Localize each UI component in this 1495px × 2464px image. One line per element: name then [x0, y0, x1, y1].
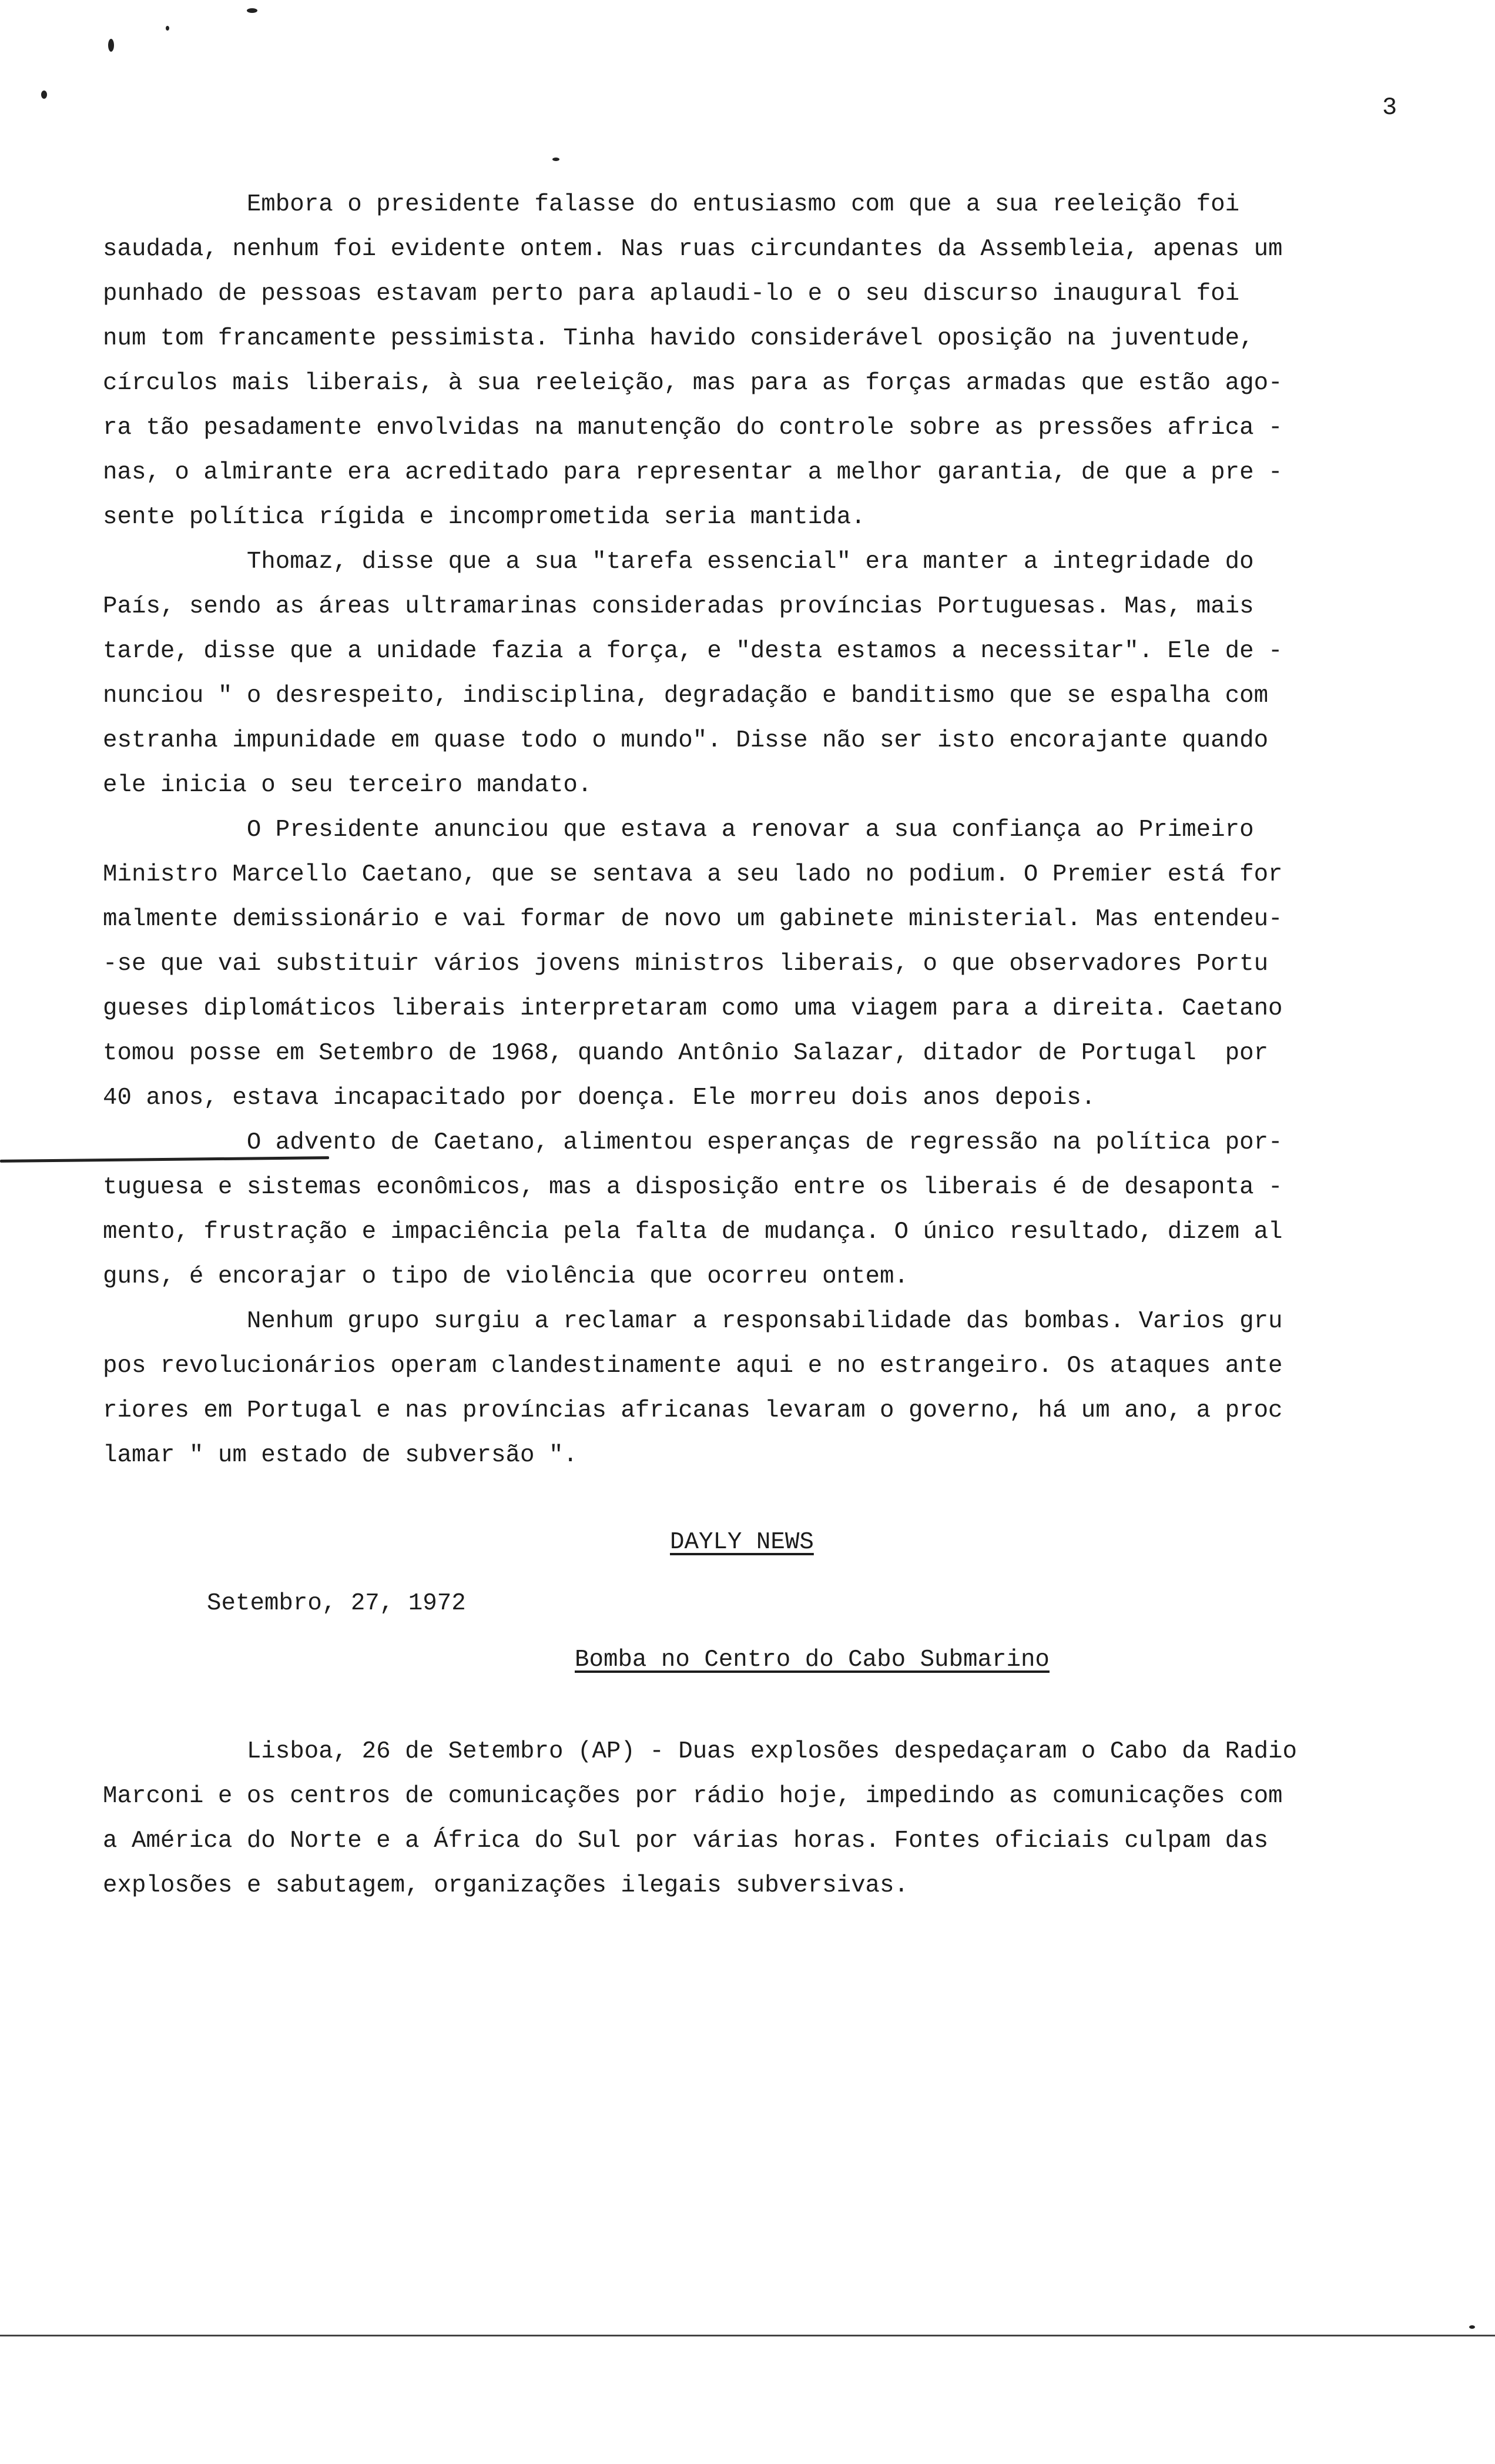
paragraph-line: sente política rígida e incomprometida seria mantida. [103, 504, 866, 531]
paragraph-line: punhado de pessoas estavam perto para aplaudi-lo e o seu discurso inaugural foi [103, 280, 1240, 307]
paragraph-line: Thomaz, disse que a sua "tarefa essencial" era manter a integridade do [103, 548, 1254, 575]
paragraph-line: Embora o presidente falasse do entusiasmo com que a sua reeleição foi [103, 191, 1240, 218]
paragraph-line: riores em Portugal e nas províncias africanas levaram o governo, há um ano, a proc [103, 1397, 1283, 1424]
paragraph-line: pos revolucionários operam clandestinamente aqui e no estrangeiro. Os ataques ante [103, 1352, 1283, 1380]
paragraph-line: malmente demissionário e vai formar de novo um gabinete ministerial. Mas entendeu- [103, 906, 1283, 933]
paragraph-line: explosões e sabutagem, organizações ilegais subversivas. [103, 1872, 909, 1899]
paragraph-line: -se que vai substituir vários jovens ministros liberais, o que observadores Portu [103, 950, 1269, 977]
paragraph-line: Nenhum grupo surgiu a reclamar a responsabilidade das bombas. Varios gru [103, 1308, 1283, 1335]
ink-mark [247, 8, 257, 13]
paragraph-line: tomou posse em Setembro de 1968, quando Antônio Salazar, ditador de Portugal por [103, 1040, 1269, 1067]
paragraph-line: nas, o almirante era acreditado para representar a melhor garantia, de que a pre - [103, 459, 1283, 486]
paragraph-line: Ministro Marcello Caetano, que se sentava a seu lado no podium. O Premier está for [103, 861, 1283, 888]
paragraph-line: nunciou " o desrespeito, indisciplina, degradação e banditismo que se espalha com [103, 682, 1269, 709]
paragraph-line: País, sendo as áreas ultramarinas consideradas províncias Portuguesas. Mas, mais [103, 593, 1254, 620]
paragraph-line: tuguesa e sistemas econômicos, mas a disposição entre os liberais é de desaponta - [103, 1174, 1283, 1201]
paragraph-line: a América do Norte e a África do Sul por várias horas. Fontes oficiais culpam das [103, 1827, 1269, 1854]
ink-mark [552, 158, 559, 161]
paragraph-line: guns, é encorajar o tipo de violência que ocorreu ontem. [103, 1263, 909, 1290]
paragraph-line: Lisboa, 26 de Setembro (AP) - Duas explosões despedaçaram o Cabo da Radio [103, 1738, 1298, 1765]
paragraph-line: tarde, disse que a unidade fazia a força, e "desta estamos a necessitar". Ele de - [103, 638, 1283, 665]
ink-mark [1469, 2325, 1475, 2329]
paragraph-line: O advento de Caetano, alimentou esperanças de regressão na política por- [103, 1129, 1283, 1156]
source-heading: DAYLY NEWS [670, 1529, 814, 1556]
paragraph-line: círculos mais liberais, à sua reeleição, mas para as forças armadas que estão ago- [103, 370, 1283, 397]
paragraph-line: O Presidente anunciou que estava a renovar a sua confiança ao Primeiro [103, 816, 1254, 843]
paragraph-line: estranha impunidade em quase todo o mundo". Disse não ser isto encorajante quando [103, 727, 1269, 754]
article-date: Setembro, 27, 1972 [207, 1590, 466, 1617]
scan-edge-line [0, 2335, 1495, 2336]
paragraph-line: lamar " um estado de subversão ". [103, 1442, 578, 1469]
page-number: 3 [1382, 93, 1397, 122]
paragraph-line: ele inicia o seu terceiro mandato. [103, 772, 592, 799]
paragraph-line: saudada, nenhum foi evidente ontem. Nas ruas circundantes da Assembleia, apenas um [103, 236, 1283, 263]
paragraph-line: gueses diplomáticos liberais interpretaram como uma viagem para a direita. Caetano [103, 995, 1283, 1022]
paragraph-line: mento, frustração e impaciência pela falta de mudança. O único resultado, dizem al [103, 1218, 1283, 1246]
paragraph-line: ra tão pesadamente envolvidas na manutenção do controle sobre as pressões africa - [103, 414, 1283, 441]
paragraph-line: 40 anos, estava incapacitado por doença. Ele morreu dois anos depois. [103, 1084, 1096, 1112]
ink-mark [41, 91, 47, 99]
paragraph-line: num tom francamente pessimista. Tinha havido considerável oposição na juventude, [103, 325, 1254, 352]
ink-mark [166, 26, 169, 31]
paragraph-line: Marconi e os centros de comunicações por rádio hoje, impedindo as comunicações com [103, 1783, 1283, 1810]
article-title: Bomba no Centro do Cabo Submarino [575, 1646, 1050, 1673]
ink-mark [108, 39, 114, 52]
